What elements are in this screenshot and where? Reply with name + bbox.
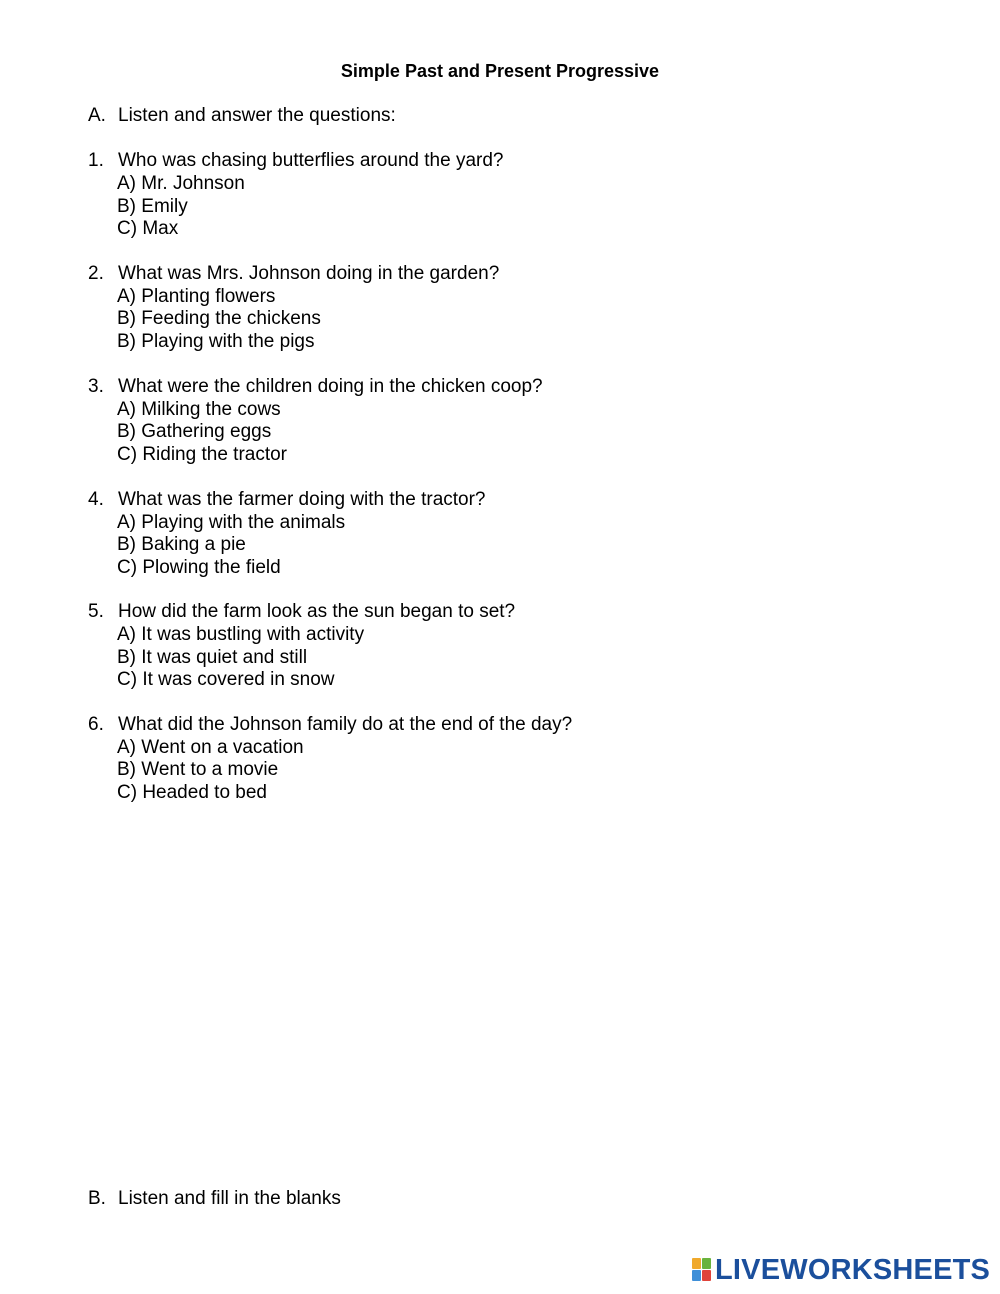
answer-option[interactable]: C) Headed to bed	[117, 782, 267, 803]
question-text: What was Mrs. Johnson doing in the garden?	[118, 263, 500, 284]
answer-option[interactable]: A) It was bustling with activity	[117, 624, 365, 645]
question-number: 3.	[88, 376, 104, 397]
answer-option[interactable]: B) Emily	[117, 196, 188, 217]
logo-blocks-icon	[692, 1258, 712, 1282]
answer-option[interactable]: C) Riding the tractor	[117, 444, 288, 465]
answer-option[interactable]: C) Max	[117, 218, 179, 239]
answer-option[interactable]: C) Plowing the field	[117, 557, 281, 578]
question-number: 2.	[88, 263, 104, 284]
question-text: Who was chasing butterflies around the yard?	[118, 150, 504, 171]
section-a-marker: A.	[88, 105, 106, 126]
answer-option[interactable]: A) Playing with the animals	[117, 512, 346, 533]
answer-option[interactable]: B) Gathering eggs	[117, 421, 272, 442]
section-a-instruction: Listen and answer the questions:	[118, 105, 396, 126]
question-number: 1.	[88, 150, 104, 171]
liveworksheets-logo	[692, 1254, 990, 1286]
question-text: What did the Johnson family do at the end of the day?	[118, 714, 573, 735]
question-number: 6.	[88, 714, 104, 735]
answer-option[interactable]: B) Baking a pie	[117, 534, 246, 555]
section-b-marker: B.	[88, 1188, 106, 1209]
answer-option[interactable]: B) It was quiet and still	[117, 647, 308, 668]
answer-option[interactable]: A) Planting flowers	[117, 286, 276, 307]
page-title: Simple Past and Present Progressive	[340, 61, 660, 81]
section-b-instruction: Listen and fill in the blanks	[118, 1188, 341, 1209]
answer-option[interactable]: B) Feeding the chickens	[117, 308, 321, 329]
question-number: 4.	[88, 489, 104, 510]
answer-option[interactable]: C) It was covered in snow	[117, 669, 335, 690]
question-text: What was the farmer doing with the tractor?	[118, 489, 486, 510]
logo-wordmark: LIVEWORKSHEETS	[715, 1254, 991, 1286]
answer-option[interactable]: B) Playing with the pigs	[117, 331, 315, 352]
question-text: What were the children doing in the chicken coop?	[118, 376, 543, 397]
question-number: 5.	[88, 601, 104, 622]
answer-option[interactable]: A) Went on a vacation	[117, 737, 304, 758]
answer-option[interactable]: B) Went to a movie	[117, 759, 279, 780]
answer-option[interactable]: A) Milking the cows	[117, 399, 281, 420]
answer-option[interactable]: A) Mr. Johnson	[117, 173, 245, 194]
question-text: How did the farm look as the sun began to set?	[118, 601, 516, 622]
